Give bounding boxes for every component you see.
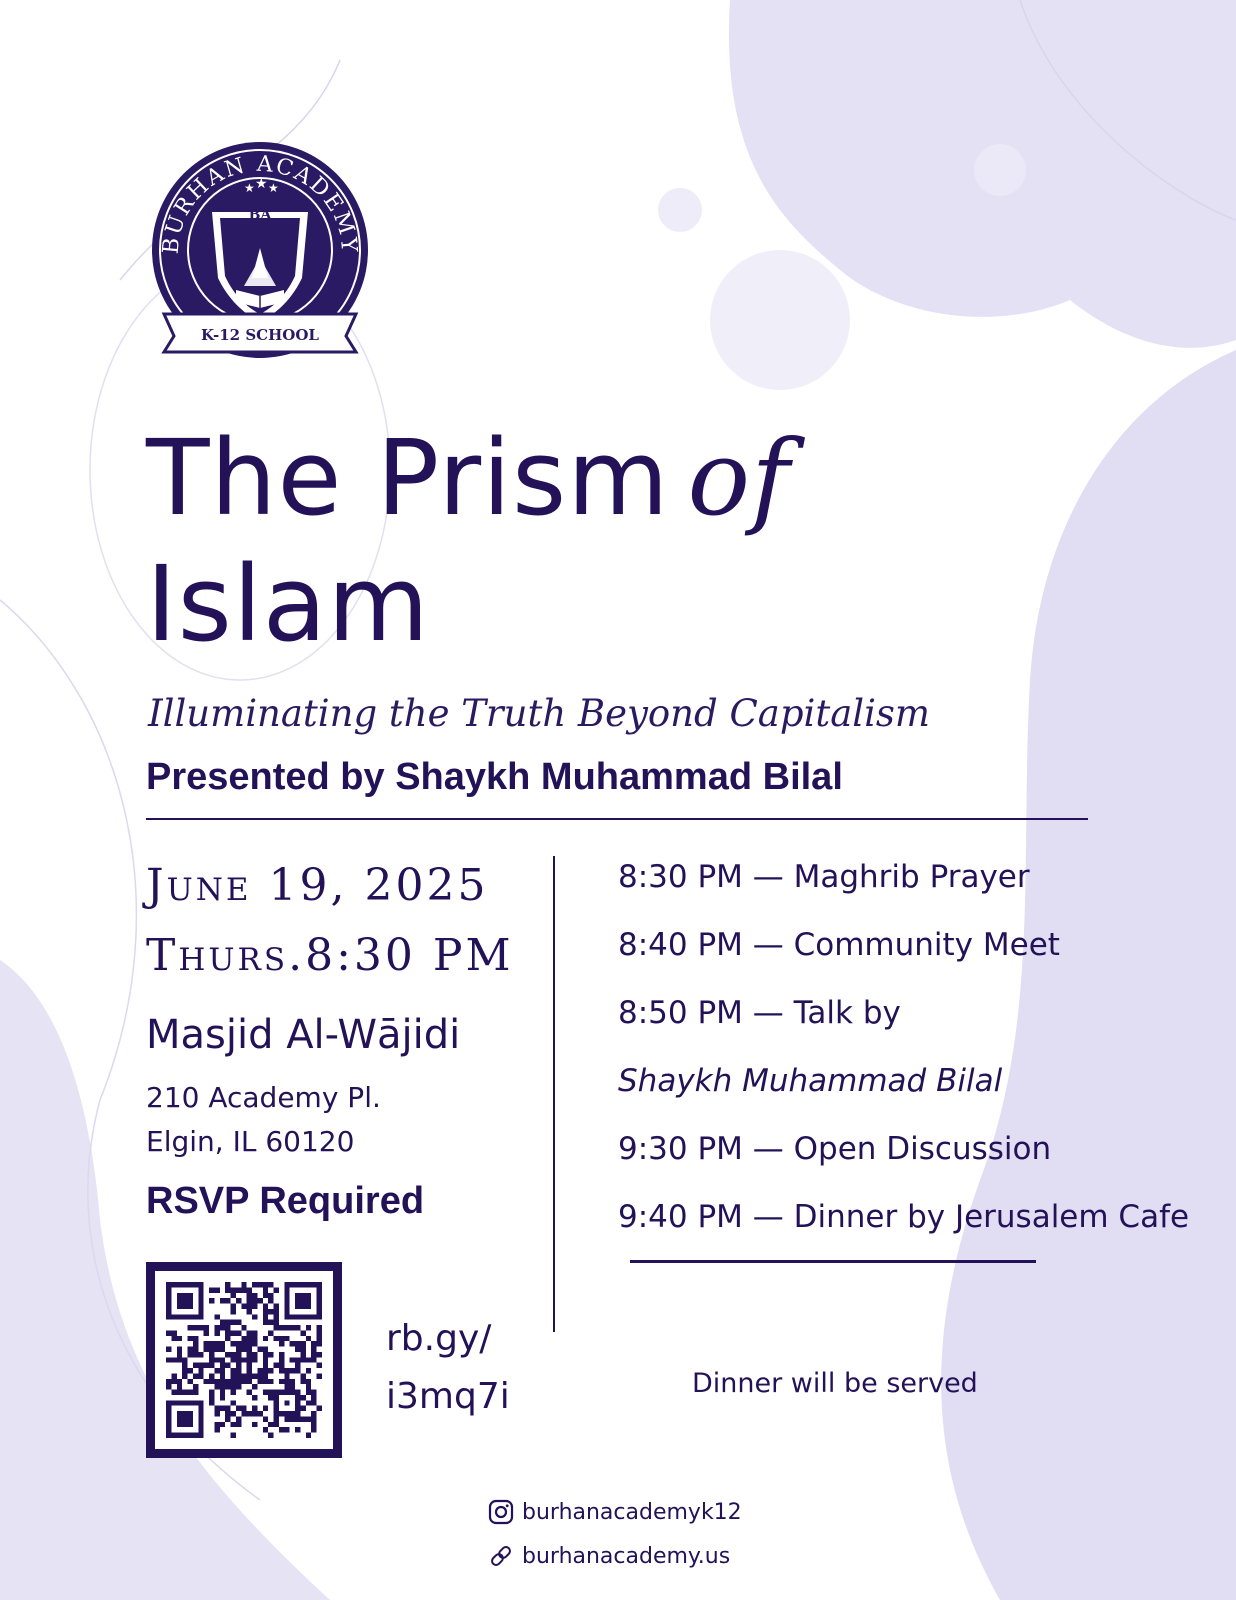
- title-of: of: [687, 417, 791, 539]
- instagram-link[interactable]: [488, 1490, 742, 1534]
- rsvp-notice: RSVP Required: [146, 1180, 425, 1222]
- column-divider: [553, 856, 555, 1332]
- event-title-line-1: [146, 417, 791, 539]
- schedule-item: 9:40 PM — Dinner by Jerusalem Cafe: [618, 1199, 1190, 1235]
- venue-name: Masjid Al-Wājidi: [146, 1012, 461, 1058]
- schedule-item-speaker: Shaykh Muhammad Bilal: [618, 1063, 1003, 1099]
- schedule-list: [618, 852, 1189, 1260]
- header-divider: [146, 818, 1088, 820]
- address-line-1: 210 Academy Pl.: [146, 1081, 381, 1114]
- qr-code-icon: [166, 1282, 322, 1438]
- burhan-academy-logo: [140, 138, 380, 368]
- website-url: burhanacademy.us: [522, 1543, 731, 1569]
- event-title-line-2: Islam: [146, 543, 430, 665]
- svg-text:K-12 SCHOOL: K-12 SCHOOL: [201, 326, 319, 344]
- title-prism: The Prism: [146, 417, 670, 539]
- social-links: [488, 1490, 742, 1578]
- event-date: June 19, 2025: [146, 860, 489, 911]
- short-link-line-2: i3mq7i: [386, 1376, 510, 1417]
- address-line-2: Elgin, IL 60120: [146, 1125, 355, 1158]
- presenter-line: Presented by Shaykh Muhammad Bilal: [146, 756, 843, 798]
- event-day-time: Thurs.8:30 PM: [146, 930, 514, 981]
- rsvp-short-link[interactable]: [386, 1310, 510, 1426]
- schedule-item: 8:50 PM — Talk by: [618, 995, 901, 1031]
- svg-text:★: ★: [255, 176, 268, 192]
- svg-text:★: ★: [244, 181, 255, 195]
- schedule-divider: [630, 1260, 1036, 1263]
- rsvp-qr-code[interactable]: [146, 1262, 342, 1458]
- schedule-item: 8:40 PM — Community Meet: [618, 927, 1060, 963]
- dinner-note: Dinner will be served: [692, 1368, 978, 1399]
- svg-text:BURHAN ACADEMY: BURHAN ACADEMY: [158, 151, 362, 256]
- short-link-line-1: rb.gy/: [386, 1318, 492, 1359]
- event-tagline: Illuminating the Truth Beyond Capitalism: [148, 692, 931, 735]
- svg-text:★: ★: [268, 181, 279, 195]
- instagram-handle: burhanacademyk12: [522, 1499, 742, 1525]
- schedule-item: 8:30 PM — Maghrib Prayer: [618, 859, 1030, 895]
- link-icon: [488, 1543, 514, 1569]
- website-link[interactable]: [488, 1534, 742, 1578]
- venue-address: [146, 1076, 381, 1164]
- schedule-item: 9:30 PM — Open Discussion: [618, 1131, 1052, 1167]
- instagram-icon: [488, 1499, 514, 1525]
- svg-text:BA: BA: [248, 207, 272, 223]
